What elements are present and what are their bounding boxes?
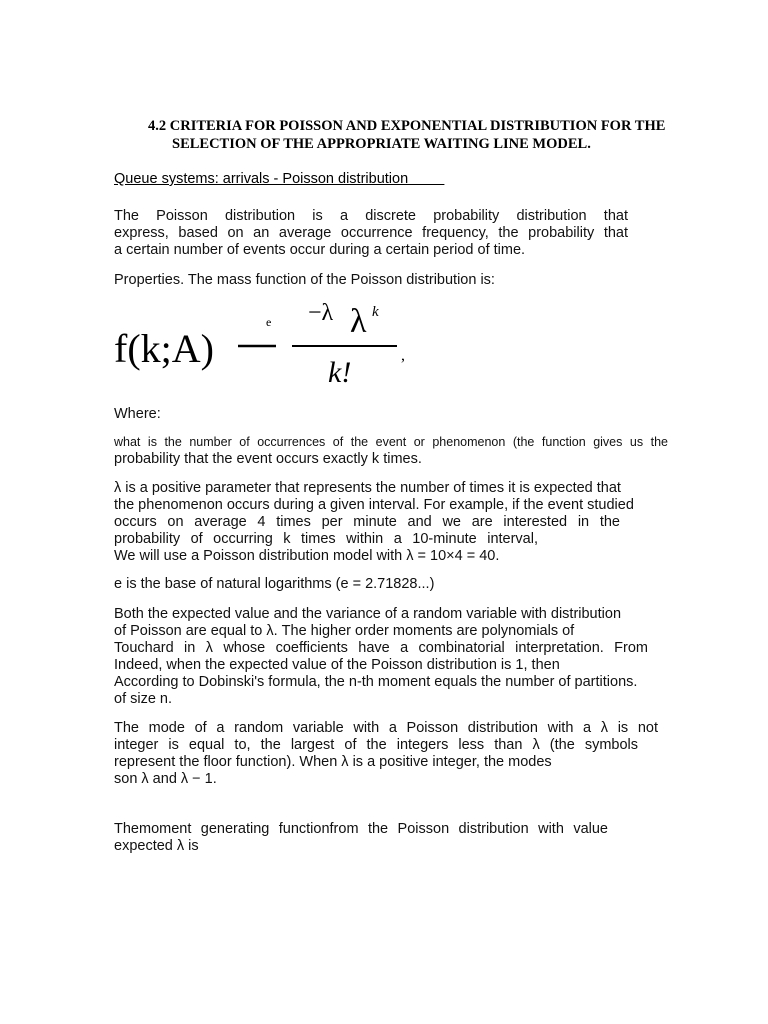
formula-exponent: −λ <box>308 300 334 326</box>
mgf-paragraph <box>114 821 608 855</box>
lambda-desc-line: We will use a Poisson distribution model with λ = 10×4 = 40. <box>114 548 500 564</box>
where-paragraph <box>114 406 628 423</box>
e-description <box>114 576 628 593</box>
moments-line: of Poisson are equal to λ. The higher order moments are polynomials of <box>114 623 575 639</box>
k-description <box>114 434 668 468</box>
moments-line: of size n. <box>114 691 173 707</box>
lambda-description <box>114 480 634 565</box>
heading-line-2: SELECTION OF THE APPROPRIATE WAITING LINE MODEL. <box>172 136 591 152</box>
lambda-desc-line: probability of occurring k times within a 10-minute interval, <box>114 531 538 547</box>
mode-line: The mode of a random variable with a Poisson distribution with a λ is not <box>114 720 658 736</box>
poisson-pmf-formula-image <box>112 296 422 388</box>
formula-power: k <box>372 304 379 320</box>
intro-line: express, based on an average occurrence frequency, the probability that <box>114 225 628 241</box>
properties-paragraph <box>114 272 628 289</box>
e-desc-text: e is the base of natural logarithms (e = 2.71828...) <box>114 576 435 592</box>
properties-text: Properties. The mass function of the Poisson distribution is: <box>114 272 495 288</box>
lambda-desc-line: λ is a positive parameter that represents the number of times it is expected that <box>114 480 621 496</box>
formula-trailing-comma: , <box>401 347 405 364</box>
section-heading <box>148 117 708 153</box>
mode-line: son λ and λ − 1. <box>114 771 217 787</box>
where-label: Where: <box>114 406 161 422</box>
intro-line: The Poisson distribution is a discrete probability distribution that <box>114 208 628 224</box>
mgf-line: expected λ is <box>114 838 199 854</box>
mode-line: integer is equal to, the largest of the integers less than λ (the symbols <box>114 737 638 753</box>
intro-line: a certain number of events occur during a certain period of time. <box>114 242 526 258</box>
mgf-line: Themoment generating functionfrom the Poisson distribution with value <box>114 821 608 837</box>
moments-line: Indeed, when the expected value of the Poisson distribution is 1, then <box>114 657 560 673</box>
formula-exp-base: e <box>266 315 272 329</box>
moments-line: According to Dobinski's formula, the n-th moment equals the number of partitions. <box>114 674 638 690</box>
moments-paragraph <box>114 606 648 708</box>
moments-line: Both the expected value and the variance of a random variable with distribution <box>114 606 622 622</box>
k-desc-line: what is the number of occurrences of the event or phenomenon (the function gives us the <box>114 435 668 449</box>
mode-paragraph <box>114 720 658 788</box>
formula-lhs: f(k;A) <box>114 326 214 371</box>
subheading: Queue systems: arrivals - Poisson distribution <box>114 171 445 187</box>
lambda-desc-line: occurs on average 4 times per minute and we are interested in the <box>114 514 620 530</box>
moments-line: Touchard in λ whose coefficients have a combinatorial interpretation. From <box>114 640 648 656</box>
lambda-desc-line: the phenomenon occurs during a given interval. For example, if the event studied <box>114 497 634 513</box>
intro-paragraph <box>114 208 628 259</box>
mode-line: represent the floor function). When λ is a positive integer, the modes <box>114 754 552 770</box>
formula-denominator: k! <box>328 356 352 388</box>
formula-lambda: λ <box>350 303 367 340</box>
heading-line-1: 4.2 CRITERIA FOR POISSON AND EXPONENTIAL DISTRIBUTION FOR THE <box>148 118 666 134</box>
k-desc-line: probability that the event occurs exactly k times. <box>114 451 422 467</box>
